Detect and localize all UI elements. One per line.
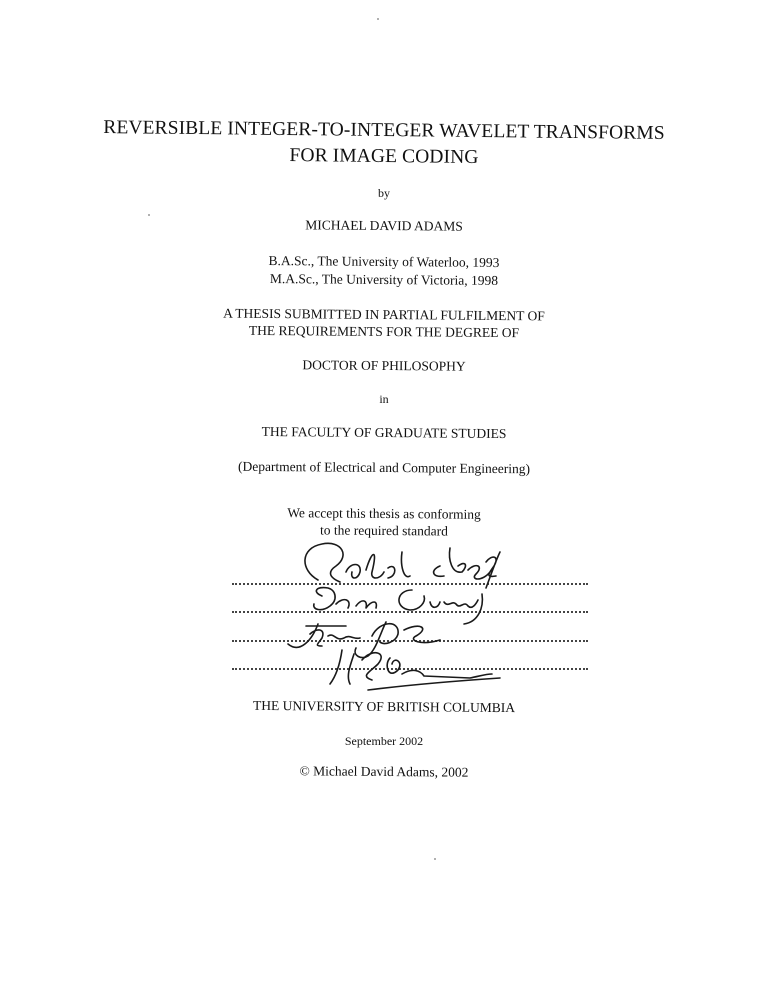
thesis-title-line-1: REVERSIBLE INTEGER-TO-INTEGER WAVELET TRANSFORMS xyxy=(103,117,665,144)
signature-1-last xyxy=(434,548,500,588)
university-name: THE UNIVERSITY OF BRITISH COLUMBIA xyxy=(252,697,516,716)
scan-speck xyxy=(377,18,379,20)
signature-line-3 xyxy=(232,640,588,642)
signature-line-1 xyxy=(232,583,588,585)
acceptance-statement-line-1: We accept this thesis as conforming xyxy=(287,505,481,522)
submission-statement-line-2: THE REQUIREMENTS FOR THE DEGREE OF xyxy=(248,322,520,341)
signature-line-4 xyxy=(232,668,588,670)
thesis-title-line-2: FOR IMAGE CODING xyxy=(289,145,479,168)
signature-4 xyxy=(330,650,500,690)
prior-degree-1: B.A.Sc., The University of Waterloo, 1993 xyxy=(268,252,500,271)
author-name: MICHAEL DAVID ADAMS xyxy=(305,217,463,234)
submission-statement-line-1: A THESIS SUBMITTED IN PARTIAL FULFILMENT OF xyxy=(223,305,545,324)
copyright-notice: © Michael David Adams, 2002 xyxy=(299,763,469,780)
signature-1-first xyxy=(305,543,410,582)
department-name: (Department of Electrical and Computer Engineering) xyxy=(237,458,531,477)
scan-speck xyxy=(434,858,436,860)
acceptance-statement-line-2: to the required standard xyxy=(320,522,448,539)
signature-2-last xyxy=(399,590,482,624)
scan-speck xyxy=(148,214,150,216)
signature-2-first xyxy=(314,588,377,610)
signature-3-first xyxy=(288,624,360,647)
prior-degree-2: M.A.Sc., The University of Victoria, 1998 xyxy=(269,271,499,288)
submission-date: September 2002 xyxy=(344,734,424,748)
faculty-name: THE FACULTY OF GRADUATE STUDIES xyxy=(261,423,507,442)
in-label: in xyxy=(379,392,389,406)
by-label: by xyxy=(378,186,390,200)
degree-name: DOCTOR OF PHILOSOPHY xyxy=(302,357,466,374)
signature-line-2 xyxy=(232,611,588,613)
